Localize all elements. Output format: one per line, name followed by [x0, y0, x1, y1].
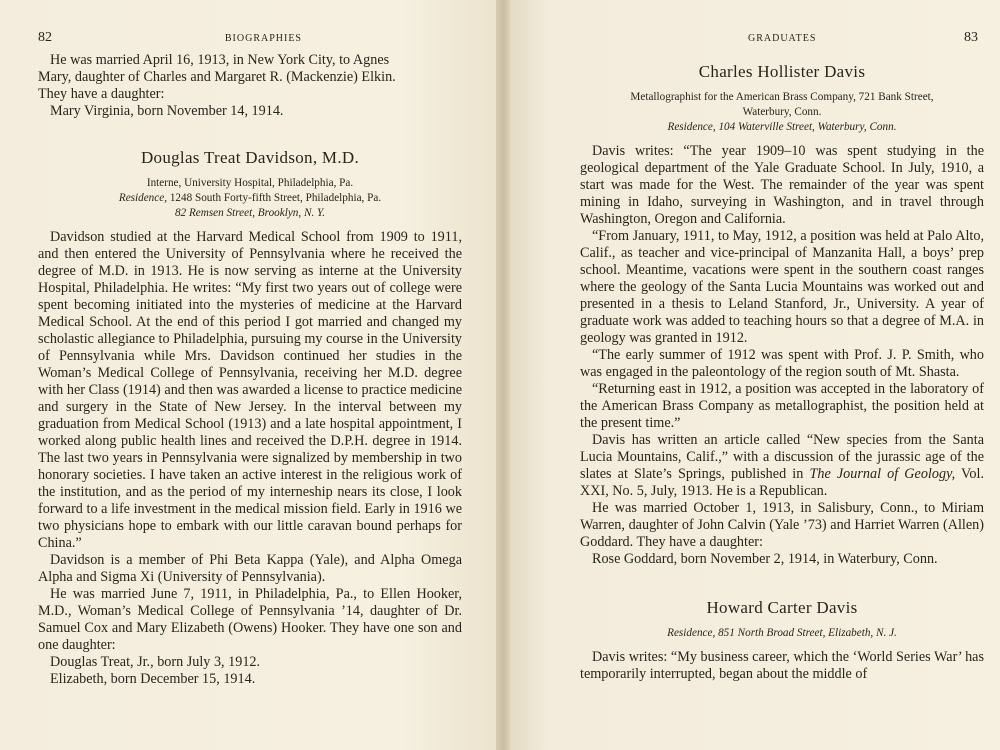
article-paragraph: [580, 432, 984, 500]
right-page: [500, 0, 1000, 750]
body-paragraph: He was married June 7, 1911, in Philadelphia, Pa., to Ellen Hooker, M.D., Woman’s Medical College of Pennsylvania ’14, daughter of Dr. Samuel Cox and Mary Elizabeth (Owens) Hooker. They have one son and one daughter:: [38, 586, 462, 653]
child-line: Elizabeth, born December 15, 1914.: [50, 671, 256, 687]
body-paragraph: “Returning east in 1912, a position was accepted in the laboratory of the American Brass Company as metallographist, the position held at the present time.”: [580, 381, 984, 431]
occupation-line: Interne, University Hospital, Philadelphia, Pa.: [146, 177, 354, 189]
left-intro: [38, 52, 462, 120]
occupation-line-2: Waterbury, Conn.: [742, 106, 822, 118]
left-page-number: 82: [38, 30, 52, 45]
body-paragraph: Davis writes: “My business career, which the ‘World Series War’ has temporarily interrupted, began about the middle of: [580, 649, 984, 682]
child-line: Douglas Treat, Jr., born July 3, 1912.: [50, 654, 261, 670]
intro-line: They have a daughter:: [38, 86, 165, 102]
intro-line: He was married April 16, 1913, in New York City, to Agnes: [50, 52, 390, 68]
body-paragraph: Davidson studied at the Harvard Medical School from 1909 to 1911, and then entered the University of Pennsylvania where he received the degree of M.D. in 1913. He is now serving as interne at the University Hospital, Philadelphia. He writes: “My first two years out of college were spent becoming initiated into the mysteries of medicine at the Harvard Medical School. At the end of this period I got married and changed my scholastic allegiance to Philadelphia, pursuing my course in the University of Pennsylvania while Mrs. Davidson continued her studies in the Woman’s Medical College of Pennsylvania, receiving her M.D. degree with her Class (1914) and then was awarded a license to practice medicine and surgery in the State of New Jersey. In the interval between my graduation from Medical School (1913) and a late hospital appointment, I worked along public health lines and received the D.P.H. degree in 1914. The last two years in Pennsylvania were signalized by membership in two honorary societies. I have taken an active interest in the religious work of the institution, and as the period of my interneship nears its close, I look forward to a life investment in the medical mission field. Early in 1916 we two physicians hope to embark with our little caravan bound perhaps for China.”: [38, 229, 462, 551]
marriage-paragraph: He was married October 1, 1913, in Salisbury, Conn., to Miriam Warren, daughter of John Calvin (Yale ’73) and Harriet Warren (Allen) Goddard. They have a daughter:: [580, 500, 984, 550]
residence-line-2: Residence, 851 North Broad Street, Elizabeth, N. J.: [667, 627, 897, 639]
book-gutter: [496, 0, 510, 750]
right-running-title: GRADUATES: [748, 33, 817, 44]
right-page-number: 83: [964, 30, 978, 45]
right-running-head: [580, 30, 984, 52]
body-paragraph: Davis writes: “The year 1909–10 was spent studying in the geological department of the Yale Graduate School. In July, 1910, a start was made for the West. The remainder of the year was spent mining in Idaho, surveying in Washington, and in travel through Washington, Oregon and California.: [580, 143, 984, 227]
left-running-head: [38, 30, 462, 52]
body-paragraph: “The early summer of 1912 was spent with Prof. J. P. Smith, who was engaged in the paleontology of the region south of Mt. Shasta.: [580, 347, 984, 380]
journal-title: The Journal of Geology,: [809, 466, 956, 482]
entry-heading-charles-davis: Charles Hollister Davis: [698, 62, 866, 81]
intro-line: Mary, daughter of Charles and Margaret R. (Mackenzie) Elkin.: [38, 69, 396, 85]
left-running-title: BIOGRAPHIES: [224, 33, 302, 44]
body-paragraph: Davidson is a member of Phi Beta Kappa (Yale), and Alpha Omega Alpha and Sigma Xi (University of Pennsylvania).: [38, 552, 462, 585]
body-paragraph: “From January, 1911, to May, 1912, a position was held at Palo Alto, Calif., as teacher and vice-principal of Manzanita Hall, a boys’ prep school. Meantime, vacations were spent in the southern coast ranges where the geology of the Santa Lucia Mountains was worked out and presented in a thesis to Leland Stanford, Jr., University. A year of graduate work was added to teaching hours so that a degree of M.A. in geology was granted in 1912.: [580, 228, 984, 346]
article-text-end: Vol. XXI, No. 5, July, 1913. He is a Republican.: [580, 466, 985, 499]
residence-line: Residence, 104 Waterville Street, Waterbury, Conn.: [667, 121, 897, 133]
child-line: Rose Goddard, born November 2, 1914, in Waterbury, Conn.: [592, 551, 938, 567]
occupation-line: Metallographist for the American Brass Company, 721 Bank Street,: [630, 91, 934, 103]
residence-label: Residence,: [118, 192, 168, 204]
residence-address: 1248 South Forty-fifth Street, Philadelphia, Pa.: [167, 192, 382, 204]
article-text: Davis has written an article called “New species from the Santa Lucia Mountains, Calif.,” with a discussion of the jurassic age of the slates at Slate’s Springs, published in: [580, 432, 984, 482]
davidson-body: [38, 229, 462, 688]
residence-line: [38, 191, 462, 206]
charles-davis-body: [580, 143, 984, 568]
intro-child-line: Mary Virginia, born November 14, 1914.: [50, 103, 284, 119]
address-line: 82 Remsen Street, Brooklyn, N. Y.: [174, 207, 326, 219]
entry-heading-howard-davis: Howard Carter Davis: [706, 598, 858, 617]
entry-heading-davidson: Douglas Treat Davidson, M.D.: [140, 148, 360, 167]
howard-davis-body: [580, 649, 984, 683]
